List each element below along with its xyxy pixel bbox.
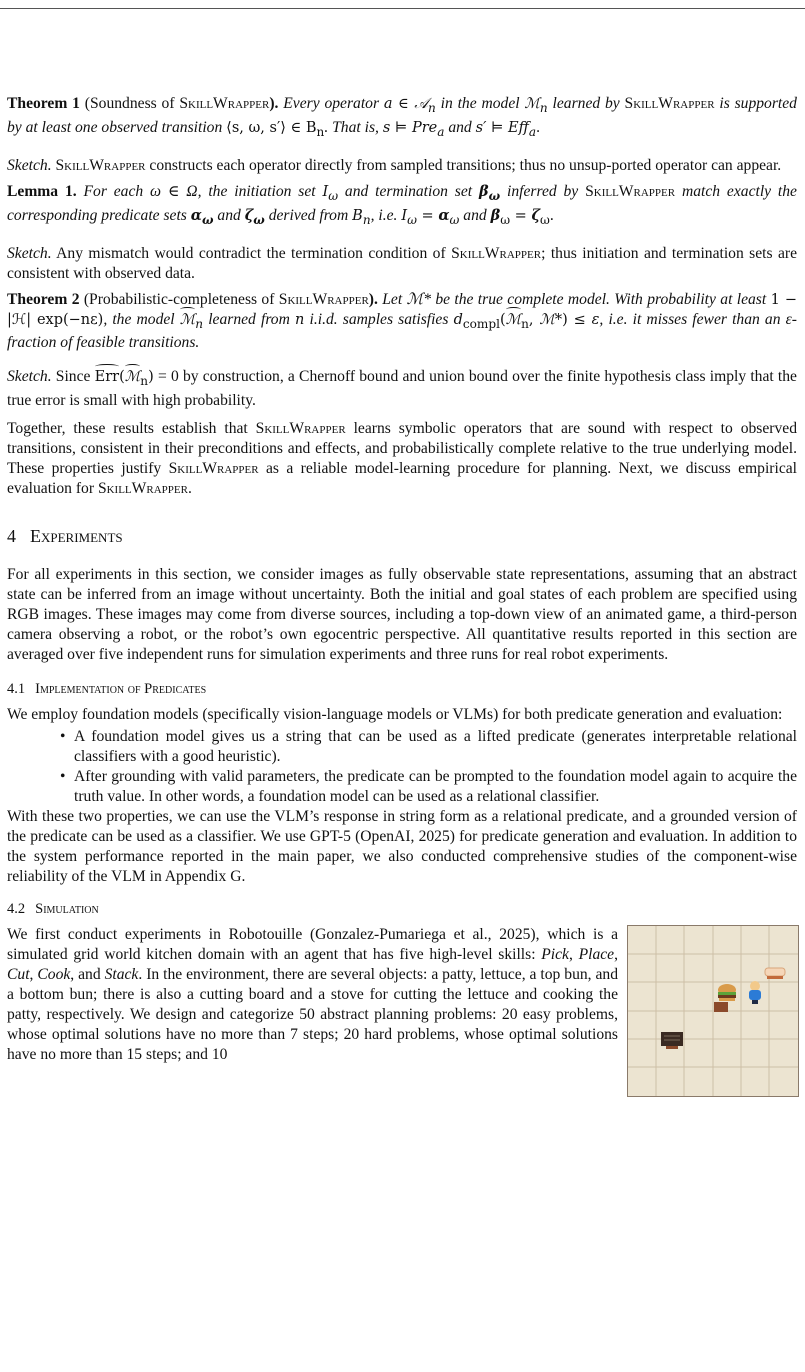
skill-name: Stack [104,966,139,984]
theorem-1-name: (Soundness of [84,95,180,112]
skill-name: Cook [37,966,71,984]
summary-text: as a reliable model-learning procedure for planning. Next, we discuss empirical evaluation for [7,460,797,498]
sketch-1-text: constructs each operator directly from sampled transitions; thus no unsup-ported operator can appear. [149,156,782,174]
lemma-1-text: derived from [268,206,349,224]
section-4-1-heading [7,679,797,699]
theorem-1-text: Every operator [283,95,380,112]
skill-name: Place [578,946,615,964]
lemma-1-label: Lemma 1. [7,182,77,200]
section-title: Implementation of Predicates [35,681,207,698]
skillwrapper-name: SkillWrapper [255,420,346,438]
predicate-bullet-list [7,727,797,807]
sketch-label: Sketch. [7,156,52,174]
sketch-2-text: Any mismatch would contradict the termination condition of [56,244,446,262]
theorem-2-text: , the model [103,310,175,328]
theorem-1-text: . That is, [324,118,379,136]
lemma-1-math: $\beta_\omega$ [478,182,501,203]
lemma-1-text: inferred by [507,182,579,200]
skillwrapper-name: SkillWrapper [168,460,259,478]
theorem-1-math: a ∈ 𝒜$_n$ [383,96,436,115]
sketch-label: Sketch. [7,368,52,386]
theorem-2 [7,290,797,354]
theorem-1-text: and [448,118,472,136]
sketch-1 [7,156,797,176]
theorem-2-text: i.i.d. samples satisfies [309,310,449,328]
lemma-1-math: $I_\omega = \alpha_\omega$ [401,206,460,227]
lemma-1-text: , i.e. [370,206,398,224]
section-title: Simulation [35,901,99,918]
section-4-paragraph: For all experiments in this section, we consider images as fully observable state representations, assuming that an abstract state can be inferred from an image without uncertainty. Both the initial and goal states of each problem are specified using RGB images. These images may come from diverse sources, including a top-down view of an animated game, a third-person camera observing a robot, or the robot’s own egocentric perspective. All quantitative results reported in this section are averaged over five independent runs for simulation experiments and three runs for real robot experiments. [7,566,797,664]
sketch-3 [7,367,797,411]
sketch-2 [7,244,797,284]
theorem-2-math: n [295,311,305,328]
theorem-1-text: in the model [440,95,520,112]
bullet-item: • A foundation model gives us a string that can be used as a lifted predicate (generates interpretable relational classifiers with a good heuristic). [74,727,797,767]
robotouille-figure [627,925,799,1097]
skillwrapper-name: SkillWrapper [55,156,146,174]
theorem-2-math: $d_{compl}(ℳ_n$, ℳ*) ≤ ε [453,311,600,331]
skill-name: Pick [541,946,569,964]
theorem-2-text: Let ℳ* be the true complete model. With probability at least [382,290,767,308]
theorem-1-math: ⟨s, ω, s′⟩ ∈ $B_n$ [226,119,325,139]
section-4-2-text: We first conduct experiments in Robotouille (Gonzalez-Pumariega et al., 2025), which is a simulated grid world kitchen domain with an agent that has five high-level skills: [7,926,618,964]
lemma-1-math: $\beta_\omega = \zeta_\omega$ [490,206,550,227]
kitchen-grid-image [628,926,798,1096]
summary-paragraph: Together, these results establish that SkillWrapper learns symbolic operators that are sound with respect to observed transitions, consistent in their preconditions and effects, and probabilistically complete relative to the true underlying model. These properties justify SkillWrapper as a reliable model-learning procedure for planning. Next, we discuss empirical evaluation for SkillWrapper. [7,420,797,498]
theorem-2-math: 1 − |ℋ| exp(−nε) [7,291,798,328]
lemma-1: Lemma 1. For each ω ∈ Ω, the initiation set $I_\omega$ and termination set $\beta_\omega$ inferred by SkillWrapper match exactly the corresponding predicate sets $\alpha_\omega$ and $\zeta_\omega$ derived from $B_n$, i.e. $I_\omega = \alpha_\omega$ and $\beta_\omega = \zeta_\omega$. [7,182,797,227]
lemma-1-text: and [463,206,487,224]
theorem-1-name-end: ). [269,95,279,112]
theorem-1-text: is supported by at least one observed transition [7,95,797,136]
lemma-1-math: $\zeta_\omega$ [244,206,265,227]
summary-text: Together, these results establish that [7,420,248,438]
section-title: Experiments [30,526,123,547]
section-number: 4 [7,526,16,547]
paper-page [7,94,797,1065]
skillwrapper-name: SkillWrapper [585,182,676,200]
lemma-1-math: $B_n$ [352,207,371,227]
section-4-2-paragraph: We first conduct experiments in Robotouille (Gonzalez-Pumariega et al., 2025), which is a simulated grid world kitchen domain with an agent that has five high-level skills: Pick, Place, Cut, Cook, and Stack. In the environment, there are several objects: a patty, lettuce, a top bun, and a bottom bun; there is also a cutting board and a stove for cutting the lettuce and cooking the patty, respectively. We design and categorize 50 abstract planning problems: 20 easy problems, whose optimal solutions have no more than 7 steps; 20 hard problems, whose optimal solutions have no more than 15 steps; and 10 [7,926,619,1064]
theorem-2-math: ℳ$_n$ [179,311,204,331]
skillwrapper-name: SkillWrapper [278,290,369,308]
bullet-item: • After grounding with valid parameters, the predicate can be prompted to the foundation model again to acquire the truth value. In other words, a foundation model can be used as a relational classifier. [74,767,797,807]
lemma-1-text: match exactly the corresponding predicate sets [7,182,797,224]
counter-icon [714,1002,728,1012]
section-4-1-paragraph: With these two properties, we can use the VLM’s response in string form as a relational predicate, and a grounded version of the predicate can be used as a classifier. We use GPT-5 (OpenAI, 2025) for predicate generation and evaluation. In addition to the system performance reported in the main paper, we also conducted comprehensive studies of the component-wise reliability of the VLM in Appendix G. [7,808,797,886]
lemma-1-math: $\alpha_\omega$ [190,206,214,227]
theorem-2-text: , i.e. it misses fewer than an ε-fraction of feasible transitions. [7,310,797,352]
lemma-1-text: and termination set [344,182,473,200]
sketch-3-text: Since [55,368,91,386]
theorem-2-text: learned from [208,310,290,328]
skill-name: Cut [7,966,30,984]
theorem-1-math: ℳ$_n$ [524,96,548,115]
theorem-2-label: Theorem 2 [7,290,80,308]
section-number: 4.1 [7,681,26,698]
theorem-2-name-end: ). [368,290,378,308]
summary-text: learns symbolic operators that are sound with respect to observed transitions, consistent in their preconditions and effects, and probabilistically complete relative to the true underlying model. These properties justify [7,420,797,478]
section-4-heading [7,525,797,547]
lemma-1-text: For each ω ∈ Ω, the initiation set [83,182,316,200]
header-rule [0,8,805,9]
lemma-1-text: and [217,206,241,224]
theorem-1-label: Theorem 1 [7,95,80,112]
skillwrapper-name: SkillWrapper [624,95,715,112]
section-4-2-text: . In the environment, there are several objects: a patty, lettuce, a top bun, and a bottom bun; there is also a cutting board and a stove for cutting the lettuce and cooking the patty, respectively. We design and categorize 50 abstract planning problems: 20 easy problems, whose optimal solutions have no more than 7 steps; 20 hard problems, whose optimal solutions have no more than 15 steps; and 10 [7,966,619,1064]
skillwrapper-name: SkillWrapper [97,480,188,498]
sketch-label: Sketch. [7,244,52,262]
theorem-1: Theorem 1 (Soundness of SkillWrapper). Every operator a ∈ 𝒜$_n$ in the model ℳ$_n$ learned by SkillWrapper is supported by at least one observed transition ⟨s, ω, s′⟩ ∈ $B_n$. That is, s ⊨ Pre$_a$ and s′ ⊨ Eff$_a$. [7,95,797,139]
sketch-3-math: Err(ℳ$_n$) [94,369,154,389]
skillwrapper-name: SkillWrapper [451,244,542,262]
lemma-1-math: $I_\omega$ [322,183,339,203]
sketch-2-text: ; thus initiation and termination sets are consistent with observed data. [7,244,798,282]
simulation-wrap [7,925,797,1065]
skillwrapper-name: SkillWrapper [179,95,270,112]
section-number: 4.2 [7,901,26,918]
theorem-1-math: s′ ⊨ Eff$_a$ [475,119,537,139]
sketch-3-text: = 0 by construction, a Chernoff bound and union bound over the finite hypothesis class imply that the true error is small with high probability. [7,368,797,410]
top-bun-icon [765,968,785,979]
section-4-2-heading [7,899,797,919]
theorem-1-math: s ⊨ Pre$_a$ [382,119,445,139]
burger-stack-icon [718,984,736,1001]
theorem-2-name: (Probabilistic-completeness of [83,290,279,308]
theorem-1-text: learned by [552,95,620,112]
section-4-1-intro: We employ foundation models (specifically vision-language models or VLMs) for both predicate generation and evaluation: [7,706,783,724]
